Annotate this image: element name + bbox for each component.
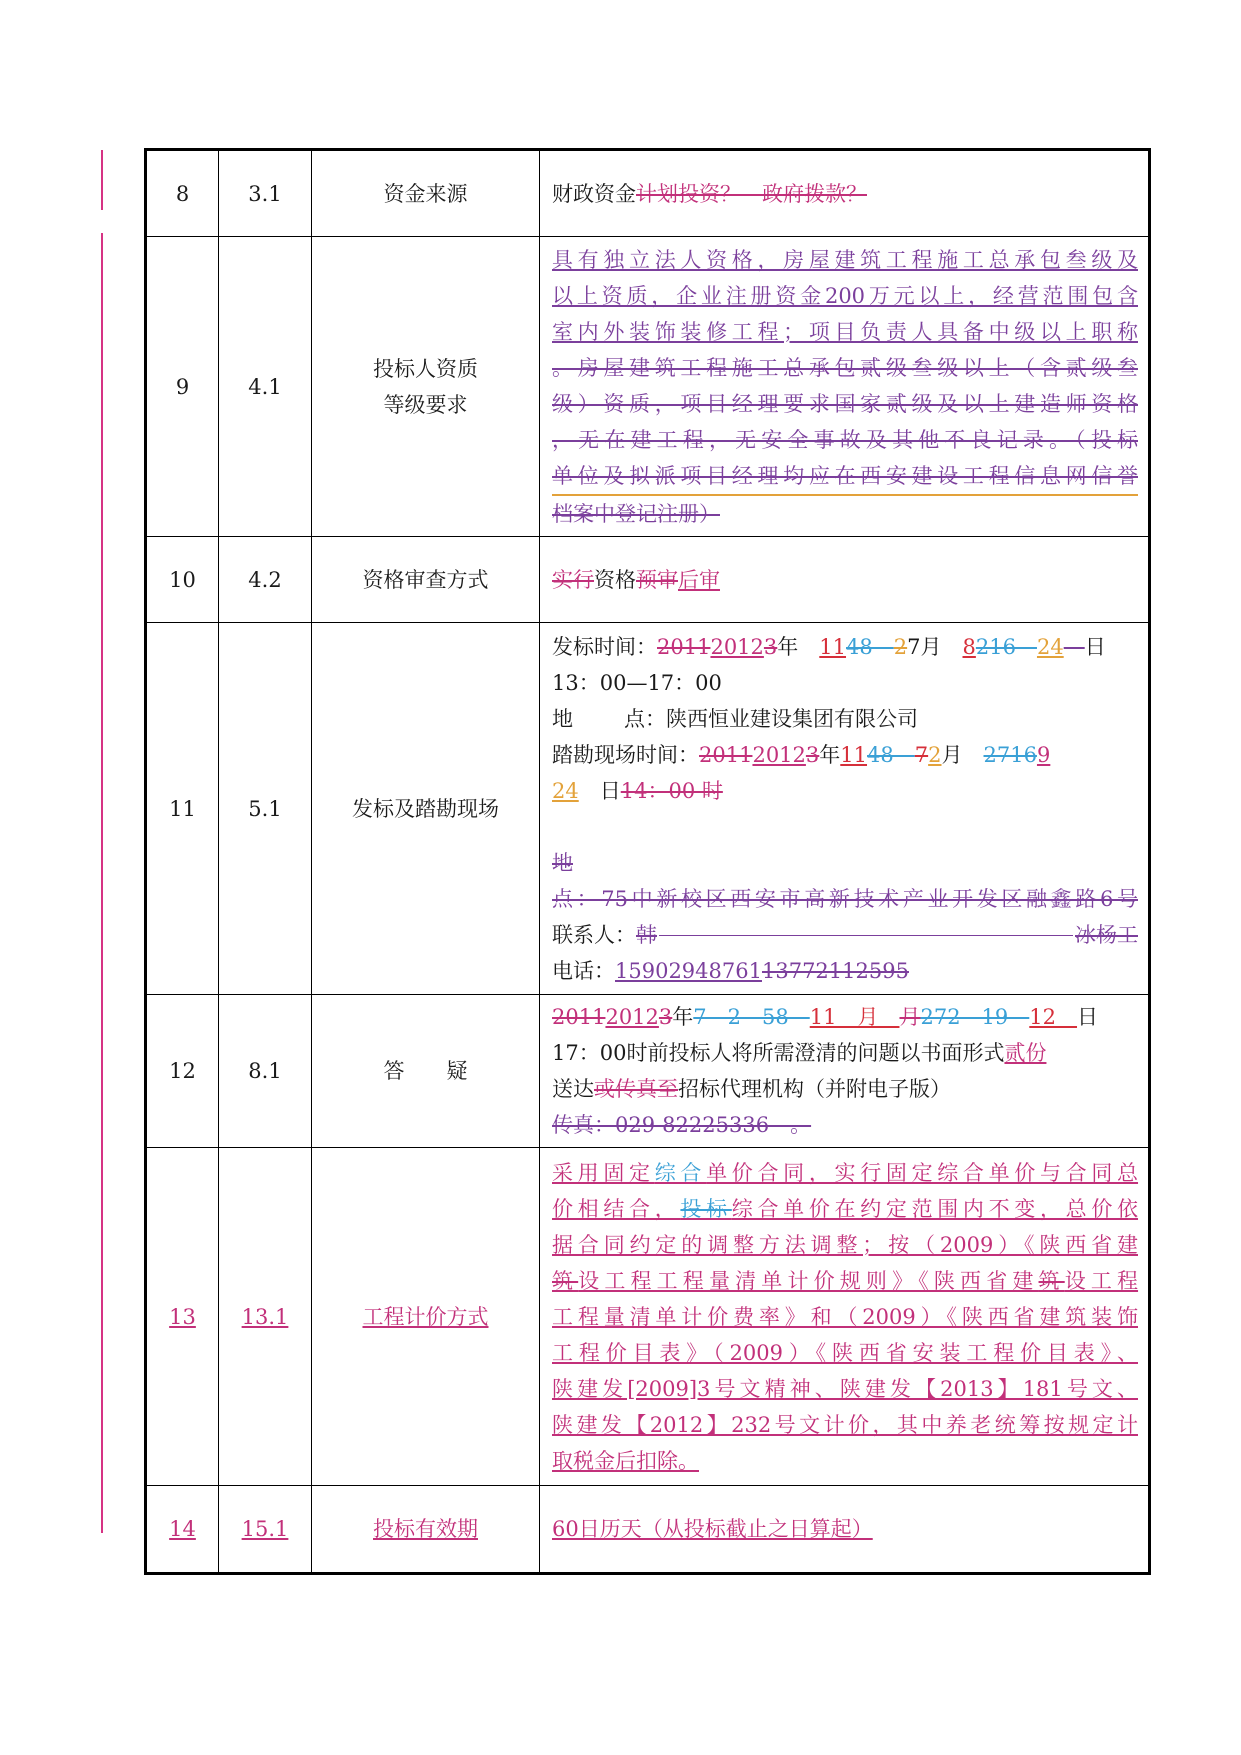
clause-number: 5.1 [219,623,312,995]
row-number: 8 [146,150,219,237]
table-row [146,150,1150,237]
item-content: 60日历天（从投标截止之日算起） [540,1486,1150,1574]
table-row [146,1148,1150,1486]
table-row [146,995,1150,1148]
item-name: 投标有效期 [312,1486,540,1574]
item-content: 201120123年7 2 58 11 月 月272 19 12 日 17：00时前投标人将所需澄清的问题以书面形式贰份 送达或传真至招标代理机构（并附电子版） 传真：029-82225336 。 [540,995,1150,1148]
item-content: 发标时间：201120123年 1148 27月 8216 24 日 13：00—17：00 地 点：陕西恒业建设集团有限公司 踏勘现场时间：201120123年1148 72月 27169 24 日14：00 时 地 点：75中新校区西安市高新技术产业开发区融鑫路6号 联系人： 韩 冰杨工 电话：1590294876113772112595 [540,623,1150,995]
clause-number: 4.2 [219,537,312,623]
clause-number: 4.1 [219,237,312,537]
item-content: 具有独立法人资格，房屋建筑工程施工总承包叁级及 以上资质，企业注册资金200万元以上，经营范围包含 室内外装饰装修工程；项目负责人具备中级以上职称 。房屋建筑工程施工总承包贰级叁级以上（含贰级叁 级）资质，项目经理要求国家贰级及以上建造师资格 ，无在建工程，无安全事故及其他不良记录。（投标 单位及拟派项目经理均应在西安建设工程信息网信誉 档案中登记注册） [540,237,1150,537]
clause-number: 13.1 [219,1148,312,1486]
item-content: 财政资金计划投资？ 政府拨款？ [540,150,1150,237]
item-name: 资金来源 [312,150,540,237]
table-row [146,237,1150,537]
change-bar [101,150,103,210]
table-row [146,537,1150,623]
table-row [146,623,1150,995]
clause-table [144,148,1151,1575]
clause-number: 3.1 [219,150,312,237]
table-row [146,1486,1150,1574]
item-name: 投标人资质 等级要求 [312,237,540,537]
item-content: 采用固定综合单价合同，实行固定综合单价与合同总 价相结合，投标综合单价在约定范围内不变，总价依 据合同约定的调整方法调整；按（2009）《陕西省建 筑设工程工程量清单计价规则》《陕西省建筑设工程 工程量清单计价费率》和（2009）《陕西省建筑装饰 工程价目表》（2009）《陕西省安装工程价目表》、 陕建发[2009]3号文精神、陕建发【2013】181号文、 陕建发【2012】232号文计价，其中养老统筹按规定计 取税金后扣除。 [540,1148,1150,1486]
item-name: 答 疑 [312,995,540,1148]
row-number: 14 [146,1486,219,1574]
row-number: 10 [146,537,219,623]
clause-number: 8.1 [219,995,312,1148]
change-bar [101,233,103,1533]
item-name: 资格审查方式 [312,537,540,623]
row-number: 11 [146,623,219,995]
item-name: 发标及踏勘现场 [312,623,540,995]
row-number: 9 [146,237,219,537]
item-content: 实行资格预审后审 [540,537,1150,623]
clause-number: 15.1 [219,1486,312,1574]
item-name: 工程计价方式 [312,1148,540,1486]
row-number: 12 [146,995,219,1148]
row-number: 13 [146,1148,219,1486]
